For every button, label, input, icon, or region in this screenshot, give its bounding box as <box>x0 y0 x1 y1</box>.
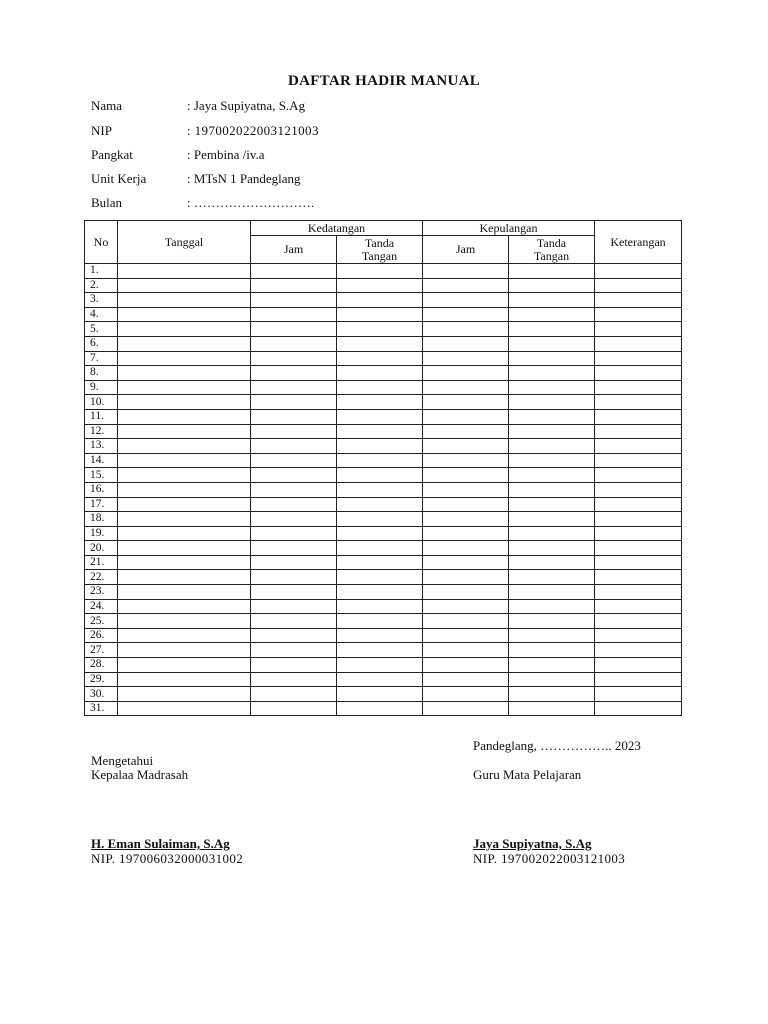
cell-tanda-tangan-pulang <box>509 643 595 658</box>
cell-jam-datang <box>251 570 337 585</box>
row-number: 16. <box>85 482 118 497</box>
row-number: 27. <box>85 643 118 658</box>
cell-tanda-tangan-pulang <box>509 526 595 541</box>
table-row <box>85 307 682 322</box>
place-date: Pandeglang, …………….. 2023 <box>473 738 641 753</box>
cell-tanda-tangan-datang <box>337 687 423 702</box>
header-jam-datang: Jam <box>251 236 337 264</box>
cell-jam-pulang <box>423 687 509 702</box>
cell-jam-pulang <box>423 380 509 395</box>
cell-keterangan <box>595 351 682 366</box>
cell-jam-pulang <box>423 264 509 279</box>
row-number: 26. <box>85 628 118 643</box>
cell-keterangan <box>595 643 682 658</box>
cell-jam-datang <box>251 628 337 643</box>
cell-jam-datang <box>251 512 337 527</box>
cell-tanggal <box>118 453 251 468</box>
cell-keterangan <box>595 687 682 702</box>
cell-jam-datang <box>251 366 337 381</box>
cell-tanda-tangan-pulang <box>509 409 595 424</box>
cell-tanda-tangan-datang <box>337 658 423 673</box>
guru-name: Jaya Supiyatna, S.Ag <box>473 836 592 851</box>
kepala-madrasah-label: Kepalaa Madrasah <box>91 767 189 782</box>
row-number: 3. <box>85 293 118 308</box>
row-number: 31. <box>85 701 118 716</box>
cell-jam-pulang <box>423 424 509 439</box>
cell-tanda-tangan-datang <box>337 599 423 614</box>
cell-jam-pulang <box>423 497 509 512</box>
cell-keterangan <box>595 512 682 527</box>
cell-jam-datang <box>251 278 337 293</box>
cell-jam-datang <box>251 322 337 337</box>
row-number: 29. <box>85 672 118 687</box>
cell-tanda-tangan-pulang <box>509 351 595 366</box>
cell-jam-pulang <box>423 395 509 410</box>
attendance-table <box>84 220 682 716</box>
table-row <box>85 526 682 541</box>
cell-tanda-tangan-datang <box>337 541 423 556</box>
cell-tanggal <box>118 614 251 629</box>
cell-tanda-tangan-pulang <box>509 424 595 439</box>
cell-jam-pulang <box>423 351 509 366</box>
cell-jam-pulang <box>423 599 509 614</box>
table-row <box>85 293 682 308</box>
cell-keterangan <box>595 424 682 439</box>
cell-jam-pulang <box>423 570 509 585</box>
cell-tanda-tangan-pulang <box>509 293 595 308</box>
info-label: NIP <box>91 123 112 138</box>
row-number: 17. <box>85 497 118 512</box>
cell-tanggal <box>118 307 251 322</box>
cell-jam-datang <box>251 658 337 673</box>
cell-tanda-tangan-datang <box>337 526 423 541</box>
header-keterangan: Keterangan <box>595 221 682 264</box>
cell-keterangan <box>595 614 682 629</box>
row-number: 13. <box>85 439 118 454</box>
cell-tanda-tangan-datang <box>337 672 423 687</box>
cell-tanggal <box>118 599 251 614</box>
cell-tanda-tangan-pulang <box>509 395 595 410</box>
table-row <box>85 278 682 293</box>
cell-tanggal <box>118 395 251 410</box>
row-number: 25. <box>85 614 118 629</box>
cell-jam-pulang <box>423 512 509 527</box>
cell-keterangan <box>595 336 682 351</box>
cell-jam-datang <box>251 351 337 366</box>
cell-tanggal <box>118 512 251 527</box>
header-kepulangan: Kepulangan <box>423 221 595 236</box>
cell-jam-pulang <box>423 672 509 687</box>
cell-keterangan <box>595 468 682 483</box>
cell-tanda-tangan-datang <box>337 424 423 439</box>
cell-tanda-tangan-pulang <box>509 585 595 600</box>
cell-keterangan <box>595 439 682 454</box>
attendance-table-body <box>85 264 682 716</box>
table-row <box>85 366 682 381</box>
info-value: : ………………………. <box>187 195 315 210</box>
cell-tanda-tangan-pulang <box>509 482 595 497</box>
guru-nip: NIP. 197002022003121003 <box>473 851 626 866</box>
row-number: 15. <box>85 468 118 483</box>
cell-tanggal <box>118 439 251 454</box>
cell-keterangan <box>595 264 682 279</box>
cell-jam-datang <box>251 424 337 439</box>
cell-tanda-tangan-pulang <box>509 453 595 468</box>
header-tanda-tangan-pulang: Tanda Tangan <box>509 236 595 264</box>
cell-keterangan <box>595 497 682 512</box>
cell-jam-datang <box>251 614 337 629</box>
table-row <box>85 570 682 585</box>
cell-tanda-tangan-pulang <box>509 307 595 322</box>
cell-tanggal <box>118 482 251 497</box>
info-value: : 197002022003121003 <box>187 123 319 138</box>
table-row <box>85 395 682 410</box>
cell-jam-pulang <box>423 555 509 570</box>
cell-tanggal <box>118 380 251 395</box>
cell-jam-pulang <box>423 453 509 468</box>
table-row <box>85 439 682 454</box>
cell-tanggal <box>118 264 251 279</box>
cell-tanda-tangan-pulang <box>509 687 595 702</box>
row-number: 14. <box>85 453 118 468</box>
row-number: 12. <box>85 424 118 439</box>
cell-keterangan <box>595 541 682 556</box>
cell-tanda-tangan-datang <box>337 701 423 716</box>
row-number: 9. <box>85 380 118 395</box>
cell-tanda-tangan-datang <box>337 555 423 570</box>
cell-tanda-tangan-datang <box>337 366 423 381</box>
kepala-nip: NIP. 197006032000031002 <box>91 851 244 866</box>
row-number: 7. <box>85 351 118 366</box>
cell-tanda-tangan-pulang <box>509 658 595 673</box>
table-row <box>85 555 682 570</box>
cell-jam-datang <box>251 264 337 279</box>
cell-tanda-tangan-pulang <box>509 322 595 337</box>
kepala-name: H. Eman Sulaiman, S.Ag <box>91 836 230 851</box>
cell-jam-pulang <box>423 614 509 629</box>
cell-tanda-tangan-pulang <box>509 366 595 381</box>
cell-jam-pulang <box>423 701 509 716</box>
cell-jam-datang <box>251 526 337 541</box>
cell-tanda-tangan-datang <box>337 570 423 585</box>
cell-tanggal <box>118 687 251 702</box>
info-value: : Pembina /iv.a <box>187 147 265 162</box>
table-row <box>85 599 682 614</box>
cell-tanda-tangan-datang <box>337 585 423 600</box>
cell-tanggal <box>118 570 251 585</box>
row-number: 30. <box>85 687 118 702</box>
cell-jam-datang <box>251 468 337 483</box>
cell-tanda-tangan-datang <box>337 293 423 308</box>
cell-keterangan <box>595 366 682 381</box>
row-number: 21. <box>85 555 118 570</box>
cell-keterangan <box>595 658 682 673</box>
cell-keterangan <box>595 482 682 497</box>
cell-tanda-tangan-pulang <box>509 336 595 351</box>
cell-tanggal <box>118 278 251 293</box>
cell-keterangan <box>595 278 682 293</box>
table-row <box>85 468 682 483</box>
row-number: 2. <box>85 278 118 293</box>
row-number: 20. <box>85 541 118 556</box>
cell-jam-datang <box>251 336 337 351</box>
cell-jam-datang <box>251 643 337 658</box>
cell-keterangan <box>595 701 682 716</box>
table-row <box>85 351 682 366</box>
cell-tanggal <box>118 409 251 424</box>
row-number: 18. <box>85 512 118 527</box>
table-row <box>85 643 682 658</box>
cell-tanggal <box>118 322 251 337</box>
table-row <box>85 628 682 643</box>
cell-tanggal <box>118 643 251 658</box>
table-row <box>85 658 682 673</box>
cell-jam-pulang <box>423 628 509 643</box>
table-row <box>85 322 682 337</box>
cell-tanggal <box>118 366 251 381</box>
cell-keterangan <box>595 409 682 424</box>
cell-tanggal <box>118 336 251 351</box>
cell-tanda-tangan-datang <box>337 482 423 497</box>
row-number: 1. <box>85 264 118 279</box>
row-number: 28. <box>85 658 118 673</box>
info-label: Bulan <box>91 195 123 210</box>
cell-tanggal <box>118 585 251 600</box>
cell-jam-datang <box>251 409 337 424</box>
cell-tanda-tangan-pulang <box>509 380 595 395</box>
row-number: 5. <box>85 322 118 337</box>
row-number: 8. <box>85 366 118 381</box>
cell-jam-datang <box>251 599 337 614</box>
table-row <box>85 453 682 468</box>
cell-tanda-tangan-pulang <box>509 497 595 512</box>
cell-tanggal <box>118 424 251 439</box>
info-label: Nama <box>91 98 123 113</box>
cell-tanggal <box>118 351 251 366</box>
cell-jam-datang <box>251 541 337 556</box>
header-tanda-tangan-datang: Tanda Tangan <box>337 236 423 264</box>
cell-tanggal <box>118 555 251 570</box>
cell-jam-datang <box>251 293 337 308</box>
row-number: 11. <box>85 409 118 424</box>
cell-tanda-tangan-datang <box>337 453 423 468</box>
cell-jam-pulang <box>423 336 509 351</box>
row-number: 6. <box>85 336 118 351</box>
cell-tanda-tangan-datang <box>337 497 423 512</box>
cell-tanda-tangan-pulang <box>509 278 595 293</box>
cell-tanda-tangan-datang <box>337 336 423 351</box>
cell-keterangan <box>595 380 682 395</box>
mengetahui-label: Mengetahui <box>91 753 154 768</box>
cell-tanda-tangan-datang <box>337 409 423 424</box>
cell-tanda-tangan-pulang <box>509 570 595 585</box>
cell-tanda-tangan-pulang <box>509 672 595 687</box>
cell-tanggal <box>118 658 251 673</box>
cell-jam-datang <box>251 687 337 702</box>
cell-jam-pulang <box>423 482 509 497</box>
cell-tanggal <box>118 293 251 308</box>
cell-tanda-tangan-datang <box>337 278 423 293</box>
cell-tanda-tangan-pulang <box>509 555 595 570</box>
row-number: 24. <box>85 599 118 614</box>
cell-jam-pulang <box>423 409 509 424</box>
table-row <box>85 336 682 351</box>
cell-jam-datang <box>251 497 337 512</box>
cell-tanda-tangan-pulang <box>509 541 595 556</box>
cell-tanda-tangan-pulang <box>509 628 595 643</box>
cell-jam-datang <box>251 307 337 322</box>
cell-tanda-tangan-datang <box>337 614 423 629</box>
table-row <box>85 585 682 600</box>
header-tanggal: Tanggal <box>118 221 251 264</box>
cell-jam-datang <box>251 585 337 600</box>
cell-jam-pulang <box>423 278 509 293</box>
cell-tanda-tangan-pulang <box>509 264 595 279</box>
cell-jam-datang <box>251 672 337 687</box>
cell-tanggal <box>118 541 251 556</box>
cell-jam-pulang <box>423 322 509 337</box>
table-row <box>85 380 682 395</box>
row-number: 22. <box>85 570 118 585</box>
cell-keterangan <box>595 293 682 308</box>
cell-tanda-tangan-pulang <box>509 701 595 716</box>
cell-jam-pulang <box>423 541 509 556</box>
guru-mata-pelajaran-label: Guru Mata Pelajaran <box>473 767 582 782</box>
header-kedatangan: Kedatangan <box>251 221 423 236</box>
cell-jam-datang <box>251 453 337 468</box>
cell-jam-pulang <box>423 526 509 541</box>
cell-keterangan <box>595 672 682 687</box>
cell-tanda-tangan-datang <box>337 322 423 337</box>
cell-keterangan <box>595 599 682 614</box>
cell-jam-pulang <box>423 293 509 308</box>
cell-tanda-tangan-datang <box>337 307 423 322</box>
cell-tanda-tangan-pulang <box>509 439 595 454</box>
cell-keterangan <box>595 585 682 600</box>
cell-tanda-tangan-pulang <box>509 599 595 614</box>
cell-jam-pulang <box>423 643 509 658</box>
cell-keterangan <box>595 453 682 468</box>
document-title: DAFTAR HADIR MANUAL <box>287 73 481 89</box>
table-row <box>85 497 682 512</box>
table-row <box>85 614 682 629</box>
cell-tanda-tangan-datang <box>337 264 423 279</box>
table-row <box>85 512 682 527</box>
cell-tanda-tangan-datang <box>337 351 423 366</box>
row-number: 4. <box>85 307 118 322</box>
cell-tanggal <box>118 497 251 512</box>
cell-tanggal <box>118 628 251 643</box>
table-row <box>85 264 682 279</box>
cell-tanda-tangan-datang <box>337 512 423 527</box>
cell-jam-pulang <box>423 307 509 322</box>
cell-jam-pulang <box>423 439 509 454</box>
info-label: Pangkat <box>91 147 133 162</box>
cell-tanda-tangan-datang <box>337 439 423 454</box>
cell-tanda-tangan-datang <box>337 468 423 483</box>
cell-keterangan <box>595 570 682 585</box>
row-number: 19. <box>85 526 118 541</box>
cell-jam-pulang <box>423 468 509 483</box>
cell-jam-pulang <box>423 366 509 381</box>
cell-jam-pulang <box>423 585 509 600</box>
table-row <box>85 701 682 716</box>
cell-jam-datang <box>251 482 337 497</box>
cell-keterangan <box>595 555 682 570</box>
cell-jam-datang <box>251 395 337 410</box>
cell-tanggal <box>118 526 251 541</box>
cell-jam-datang <box>251 555 337 570</box>
cell-jam-datang <box>251 701 337 716</box>
table-row <box>85 687 682 702</box>
cell-tanda-tangan-pulang <box>509 614 595 629</box>
cell-tanggal <box>118 468 251 483</box>
cell-keterangan <box>595 526 682 541</box>
cell-jam-datang <box>251 439 337 454</box>
cell-tanda-tangan-pulang <box>509 512 595 527</box>
table-row <box>85 672 682 687</box>
header-jam-pulang: Jam <box>423 236 509 264</box>
cell-tanggal <box>118 701 251 716</box>
table-row <box>85 409 682 424</box>
row-number: 10. <box>85 395 118 410</box>
cell-tanda-tangan-datang <box>337 628 423 643</box>
info-label: Unit Kerja <box>91 171 147 186</box>
table-row <box>85 424 682 439</box>
cell-keterangan <box>595 628 682 643</box>
table-row <box>85 482 682 497</box>
cell-tanda-tangan-datang <box>337 380 423 395</box>
cell-tanda-tangan-pulang <box>509 468 595 483</box>
info-value: : Jaya Supiyatna, S.Ag <box>187 98 306 113</box>
cell-jam-pulang <box>423 658 509 673</box>
cell-tanda-tangan-datang <box>337 395 423 410</box>
cell-keterangan <box>595 395 682 410</box>
info-value: : MTsN 1 Pandeglang <box>187 171 301 186</box>
cell-tanggal <box>118 672 251 687</box>
cell-keterangan <box>595 322 682 337</box>
cell-jam-datang <box>251 380 337 395</box>
table-row <box>85 541 682 556</box>
row-number: 23. <box>85 585 118 600</box>
cell-keterangan <box>595 307 682 322</box>
header-no: No <box>85 221 118 264</box>
cell-tanda-tangan-datang <box>337 643 423 658</box>
